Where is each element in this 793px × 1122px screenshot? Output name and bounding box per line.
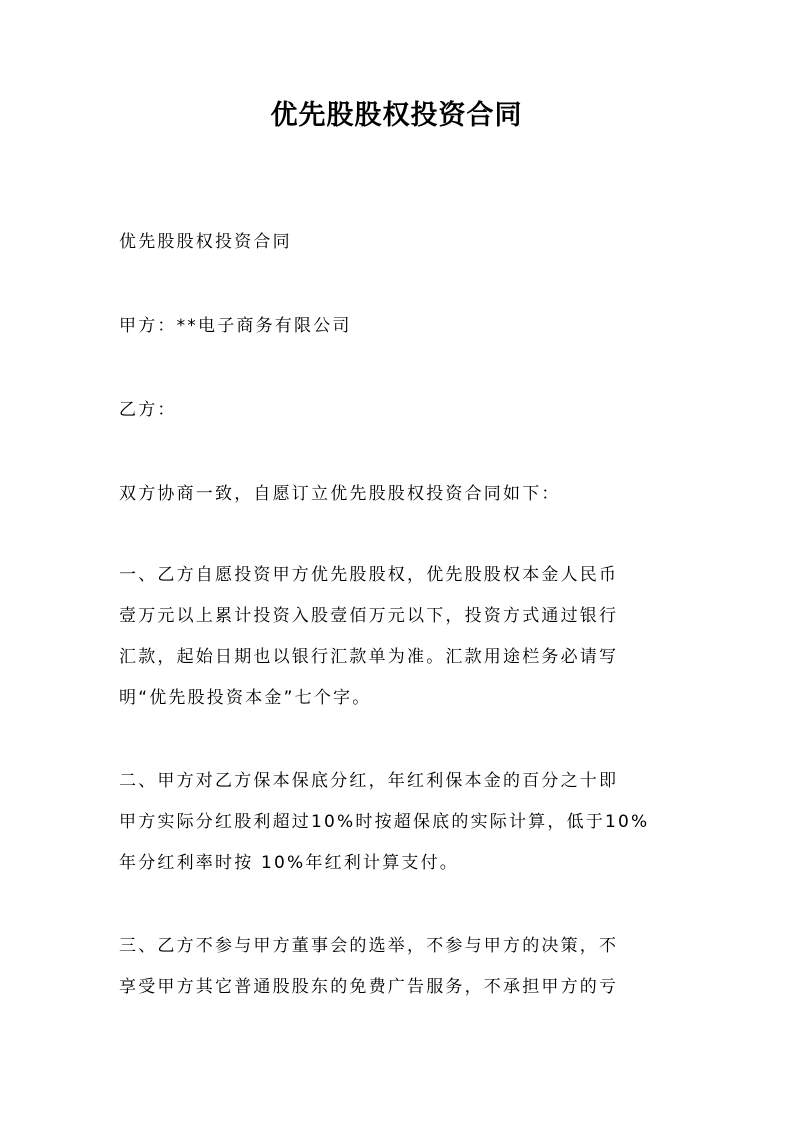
paragraph-clause-2 [119, 761, 679, 884]
text-line: 享受甲方其它普通股股东的免费广告服务，不承担甲方的亏 [119, 977, 619, 997]
text-line: 三、乙方不参与甲方董事会的选举，不参与甲方的决策，不 [119, 936, 619, 956]
paragraph-clause-3 [119, 926, 679, 1008]
text-line: 明“优先股投资本金”七个字。 [119, 688, 372, 708]
text-line: 甲方：**电子商务有限公司 [119, 316, 352, 336]
paragraph-heading [119, 222, 679, 263]
paragraph-clause-1 [119, 555, 679, 719]
text-line: 甲方实际分红股利超过10%时按超保底的实际计算，低于10% [119, 812, 650, 832]
text-line: 壹万元以上累计投资入股壹佰万元以下，投资方式通过银行 [119, 606, 619, 626]
text-line: 汇款，起始日期也以银行汇款单为准。汇款用途栏务必请写 [119, 647, 619, 667]
paragraph-party-a [119, 306, 679, 347]
text-line: 双方协商一致，自愿订立优先股股权投资合同如下： [119, 484, 561, 504]
text-line: 一、乙方自愿投资甲方优先股股权，优先股股权本金人民币 [119, 565, 619, 585]
paragraph-party-b [119, 390, 679, 431]
document-title: 优先股股权投资合同 [270, 100, 523, 131]
text-line: 优先股股权投资合同 [119, 232, 292, 252]
text-line: 年分红利率时按 10%年红利计算支付。 [119, 853, 459, 873]
paragraph-agreement-intro [119, 474, 679, 515]
text-line: 乙方： [119, 400, 177, 420]
text-line: 二、甲方对乙方保本保底分红，年红利保本金的百分之十即 [119, 771, 619, 791]
